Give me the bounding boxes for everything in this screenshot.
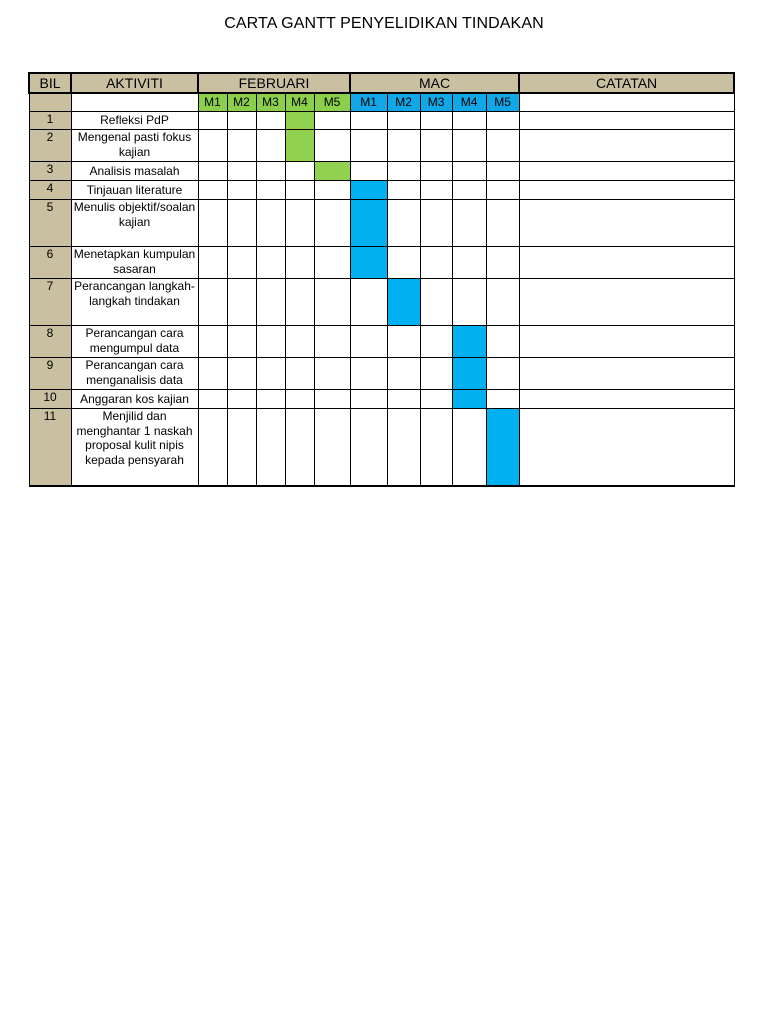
- week-cell-feb-m4: [285, 279, 314, 326]
- week-cell-feb-m5: [314, 279, 350, 326]
- week-cell-mac-m4: [452, 112, 486, 130]
- week-cell-mac-m2: [387, 181, 420, 200]
- row-activity: Perancangan langkah-langkah tindakan: [71, 279, 198, 326]
- week-cell-feb-m1: [198, 390, 227, 409]
- row-bil: 3: [29, 162, 71, 181]
- week-header-mac-m2: M2: [387, 93, 420, 112]
- row-catatan: [519, 162, 734, 181]
- table-row: [29, 200, 734, 247]
- week-cell-feb-m3: [256, 200, 285, 247]
- week-cell-feb-m3: [256, 326, 285, 358]
- week-header-feb-m1: M1: [198, 93, 227, 112]
- week-cell-mac-m5: [486, 279, 519, 326]
- week-cell-mac-m3: [420, 326, 452, 358]
- row-activity: Menjilid dan menghantar 1 naskah proposal kulit nipis kepada pensyarah: [71, 409, 198, 486]
- week-cell-feb-m5: [314, 247, 350, 279]
- week-cell-mac-m5: [486, 130, 519, 162]
- week-cell-feb-m2: [227, 409, 256, 486]
- table-row: [29, 390, 734, 409]
- week-cell-feb-m5: [314, 162, 350, 181]
- week-cell-mac-m3: [420, 200, 452, 247]
- week-cell-mac-m2: [387, 200, 420, 247]
- week-cell-feb-m4: [285, 247, 314, 279]
- row-activity: Menulis objektif/soalan kajian: [71, 200, 198, 247]
- week-cell-feb-m3: [256, 130, 285, 162]
- week-cell-feb-m2: [227, 112, 256, 130]
- week-cell-feb-m2: [227, 279, 256, 326]
- week-cell-mac-m1: [350, 162, 387, 181]
- row-bil: 2: [29, 130, 71, 162]
- week-cell-mac-m5: [486, 326, 519, 358]
- table-row: [29, 112, 734, 130]
- row-catatan: [519, 130, 734, 162]
- table-row: [29, 279, 734, 326]
- week-cell-mac-m1: [350, 247, 387, 279]
- week-header-mac-m1: M1: [350, 93, 387, 112]
- week-cell-feb-m5: [314, 181, 350, 200]
- week-cell-mac-m2: [387, 112, 420, 130]
- week-header-feb-m2: M2: [227, 93, 256, 112]
- row-activity: Perancangan cara menganalisis data: [71, 358, 198, 390]
- week-cell-feb-m2: [227, 247, 256, 279]
- week-cell-mac-m4: [452, 390, 486, 409]
- week-cell-feb-m3: [256, 112, 285, 130]
- week-header-mac-m5: M5: [486, 93, 519, 112]
- week-cell-feb-m1: [198, 326, 227, 358]
- row-activity: Perancangan cara mengumpul data: [71, 326, 198, 358]
- week-header-mac-m3: M3: [420, 93, 452, 112]
- week-cell-mac-m5: [486, 162, 519, 181]
- row-activity: Mengenal pasti fokus kajian: [71, 130, 198, 162]
- week-cell-mac-m1: [350, 390, 387, 409]
- week-cell-feb-m4: [285, 390, 314, 409]
- week-cell-feb-m1: [198, 247, 227, 279]
- week-cell-mac-m4: [452, 279, 486, 326]
- table-row: [29, 358, 734, 390]
- week-cell-feb-m1: [198, 358, 227, 390]
- header-row-months: [29, 73, 734, 93]
- week-cell-mac-m4: [452, 409, 486, 486]
- week-cell-feb-m5: [314, 130, 350, 162]
- week-cell-mac-m5: [486, 390, 519, 409]
- row-catatan: [519, 112, 734, 130]
- week-cell-mac-m1: [350, 112, 387, 130]
- week-cell-mac-m1: [350, 130, 387, 162]
- aktiviti-header: AKTIVITI: [71, 73, 198, 93]
- week-cell-mac-m1: [350, 326, 387, 358]
- week-header-feb-m4: M4: [285, 93, 314, 112]
- week-cell-mac-m3: [420, 112, 452, 130]
- aktiviti-header-blank: [71, 93, 198, 112]
- page-title: CARTA GANTT PENYELIDIKAN TINDAKAN: [224, 15, 544, 32]
- week-cell-feb-m1: [198, 112, 227, 130]
- week-cell-mac-m1: [350, 181, 387, 200]
- gantt-chart-table: [28, 72, 735, 487]
- week-cell-mac-m4: [452, 130, 486, 162]
- week-cell-feb-m5: [314, 112, 350, 130]
- row-catatan: [519, 181, 734, 200]
- week-cell-mac-m2: [387, 409, 420, 486]
- table-row: [29, 326, 734, 358]
- week-cell-feb-m3: [256, 247, 285, 279]
- week-cell-feb-m1: [198, 409, 227, 486]
- week-header-mac-m4: M4: [452, 93, 486, 112]
- row-activity: Tinjauan literature: [71, 181, 198, 200]
- week-cell-mac-m1: [350, 279, 387, 326]
- week-cell-mac-m5: [486, 181, 519, 200]
- row-activity: Analisis masalah: [71, 162, 198, 181]
- week-cell-feb-m4: [285, 162, 314, 181]
- row-catatan: [519, 279, 734, 326]
- week-cell-mac-m4: [452, 181, 486, 200]
- month-header-februari: FEBRUARI: [198, 73, 350, 93]
- catatan-header: CATATAN: [519, 73, 734, 93]
- week-cell-feb-m1: [198, 162, 227, 181]
- row-catatan: [519, 200, 734, 247]
- week-cell-feb-m2: [227, 326, 256, 358]
- week-header-feb-m5: M5: [314, 93, 350, 112]
- week-cell-mac-m2: [387, 162, 420, 181]
- week-cell-mac-m1: [350, 358, 387, 390]
- row-bil: 10: [29, 390, 71, 409]
- row-bil: 8: [29, 326, 71, 358]
- week-cell-mac-m4: [452, 358, 486, 390]
- week-header-feb-m3: M3: [256, 93, 285, 112]
- week-cell-feb-m5: [314, 200, 350, 247]
- week-cell-mac-m2: [387, 247, 420, 279]
- week-cell-feb-m1: [198, 130, 227, 162]
- week-cell-mac-m2: [387, 130, 420, 162]
- week-cell-mac-m5: [486, 247, 519, 279]
- week-cell-mac-m5: [486, 358, 519, 390]
- week-cell-feb-m3: [256, 358, 285, 390]
- catatan-header-blank: [519, 93, 734, 112]
- table-row: [29, 181, 734, 200]
- table-row: [29, 130, 734, 162]
- row-catatan: [519, 409, 734, 486]
- row-activity: Menetapkan kumpulan sasaran: [71, 247, 198, 279]
- row-activity: Refleksi PdP: [71, 112, 198, 130]
- week-cell-mac-m2: [387, 390, 420, 409]
- row-bil: 9: [29, 358, 71, 390]
- row-bil: 7: [29, 279, 71, 326]
- week-cell-mac-m3: [420, 162, 452, 181]
- week-cell-feb-m2: [227, 390, 256, 409]
- bil-header: BIL: [29, 73, 71, 93]
- row-bil: 5: [29, 200, 71, 247]
- week-cell-mac-m1: [350, 200, 387, 247]
- row-bil: 11: [29, 409, 71, 486]
- week-cell-mac-m3: [420, 409, 452, 486]
- week-cell-feb-m2: [227, 162, 256, 181]
- week-cell-feb-m3: [256, 279, 285, 326]
- row-bil: 4: [29, 181, 71, 200]
- row-catatan: [519, 326, 734, 358]
- week-cell-mac-m3: [420, 247, 452, 279]
- table-row: [29, 409, 734, 486]
- week-cell-mac-m2: [387, 358, 420, 390]
- week-cell-feb-m4: [285, 130, 314, 162]
- week-cell-feb-m5: [314, 409, 350, 486]
- week-cell-feb-m3: [256, 409, 285, 486]
- week-cell-feb-m4: [285, 200, 314, 247]
- week-cell-feb-m2: [227, 200, 256, 247]
- week-cell-mac-m2: [387, 326, 420, 358]
- week-cell-mac-m5: [486, 200, 519, 247]
- week-cell-feb-m3: [256, 162, 285, 181]
- row-catatan: [519, 358, 734, 390]
- week-cell-feb-m3: [256, 390, 285, 409]
- week-cell-mac-m4: [452, 162, 486, 181]
- week-cell-feb-m5: [314, 358, 350, 390]
- row-catatan: [519, 247, 734, 279]
- week-cell-feb-m2: [227, 130, 256, 162]
- week-cell-feb-m5: [314, 326, 350, 358]
- week-cell-mac-m3: [420, 279, 452, 326]
- week-cell-feb-m4: [285, 358, 314, 390]
- row-activity: Anggaran kos kajian: [71, 390, 198, 409]
- week-cell-mac-m5: [486, 409, 519, 486]
- header-row-weeks: [29, 93, 734, 112]
- row-bil: 1: [29, 112, 71, 130]
- week-cell-mac-m1: [350, 409, 387, 486]
- week-cell-mac-m3: [420, 358, 452, 390]
- week-cell-mac-m3: [420, 390, 452, 409]
- week-cell-feb-m5: [314, 390, 350, 409]
- week-cell-mac-m4: [452, 200, 486, 247]
- month-header-mac: MAC: [350, 73, 519, 93]
- week-cell-feb-m2: [227, 358, 256, 390]
- week-cell-feb-m1: [198, 279, 227, 326]
- week-cell-feb-m3: [256, 181, 285, 200]
- week-cell-mac-m4: [452, 326, 486, 358]
- week-cell-feb-m4: [285, 409, 314, 486]
- week-cell-feb-m1: [198, 200, 227, 247]
- week-cell-mac-m3: [420, 181, 452, 200]
- week-cell-feb-m4: [285, 112, 314, 130]
- week-cell-feb-m4: [285, 181, 314, 200]
- row-catatan: [519, 390, 734, 409]
- week-cell-mac-m3: [420, 130, 452, 162]
- bil-header-blank: [29, 93, 71, 112]
- week-cell-mac-m5: [486, 112, 519, 130]
- week-cell-mac-m2: [387, 279, 420, 326]
- week-cell-feb-m4: [285, 326, 314, 358]
- table-row: [29, 162, 734, 181]
- table-row: [29, 247, 734, 279]
- week-cell-feb-m1: [198, 181, 227, 200]
- week-cell-feb-m2: [227, 181, 256, 200]
- week-cell-mac-m4: [452, 247, 486, 279]
- row-bil: 6: [29, 247, 71, 279]
